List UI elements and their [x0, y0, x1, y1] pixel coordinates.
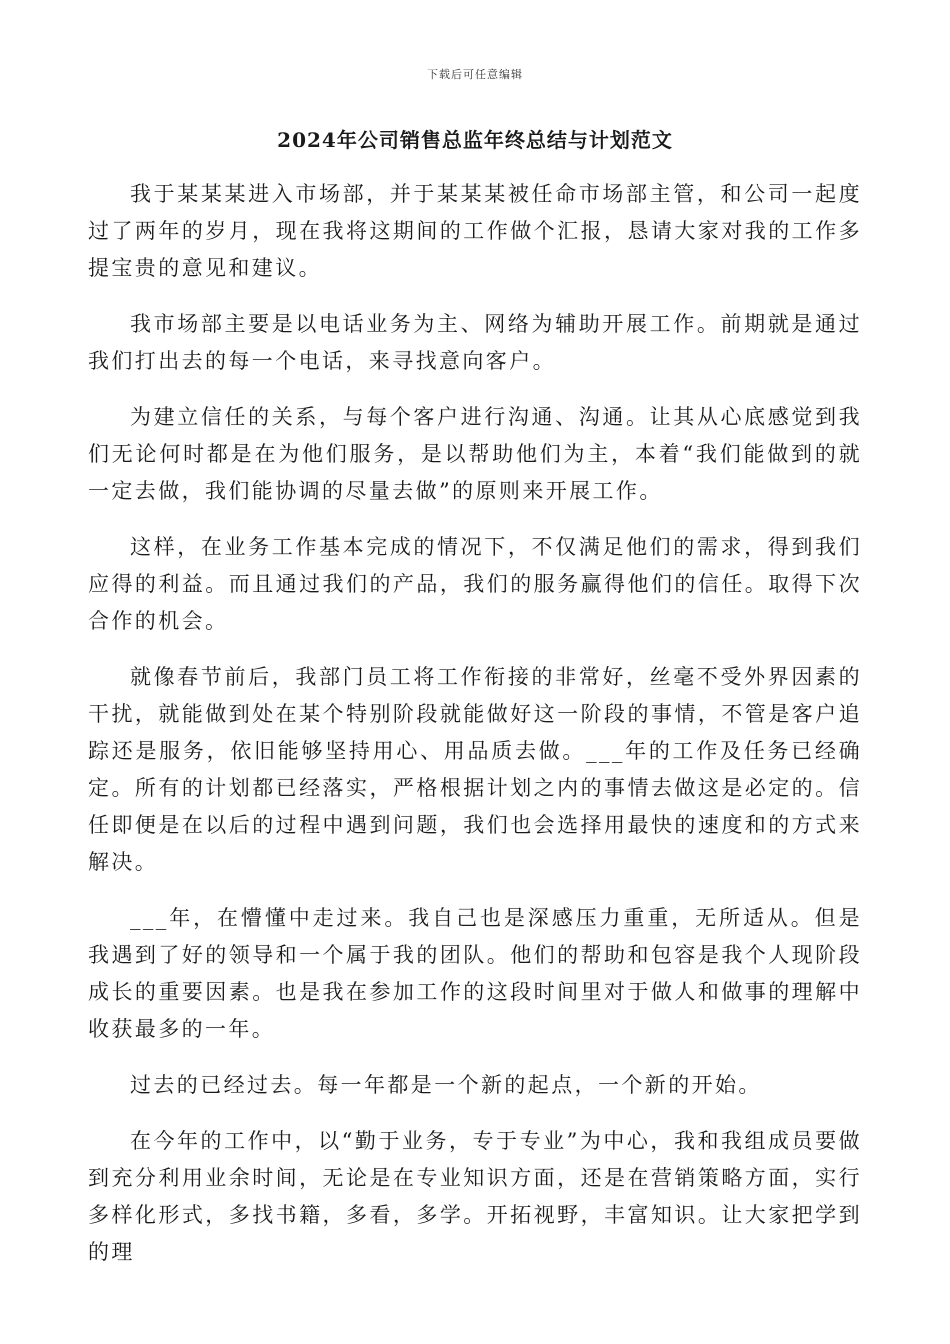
header-note: 下载后可任意编辑: [427, 68, 523, 81]
paragraph: 就像春节前后，我部门员工将工作衔接的非常好，丝毫不受外界因素的干扰，就能做到处在某个特别阶段就能做好这一阶段的事情，不管是客户追踪还是服务，依旧能够坚持用心、用品质去做。___年的工作及任务已经确定。所有的计划都已经落实，严格根据计划之内的事情去做这是必定的。信任即便是在以后的过程中遇到问题，我们也会选择用最快的速度和的方式来解决。: [88, 665, 862, 874]
document-title: 2024年公司销售总监年终总结与计划范文: [277, 128, 673, 152]
paragraph: 为建立信任的关系，与每个客户进行沟通、沟通。让其从心底感觉到我们无论何时都是在为他们服务，是以帮助他们为主，本着“我们能做到的就一定去做，我们能协调的尽量去做”的原则来开展工作。: [88, 405, 862, 503]
paragraph: 我于某某某进入市场部，并于某某某被任命市场部主管，和公司一起度过了两年的岁月，现在我将这期间的工作做个汇报，恳请大家对我的工作多提宝贵的意见和建议。: [88, 182, 862, 280]
paragraph: ___年，在懵懂中走过来。我自己也是深感压力重重，无所适从。但是我遇到了好的领导和一个属于我的团队。他们的帮助和包容是我个人现阶段成长的重要因素。也是我在参加工作的这段时间里对于做人和做事的理解中收获最多的一年。: [88, 906, 862, 1041]
paragraph: 这样，在业务工作基本完成的情况下，不仅满足他们的需求，得到我们应得的利益。而且通过我们的产品，我们的服务赢得他们的信任。取得下次合作的机会。: [88, 535, 862, 633]
document-body: [88, 176, 862, 1290]
paragraph: 我市场部主要是以电话业务为主、网络为辅助开展工作。前期就是通过我们打出去的每一个电话，来寻找意向客户。: [88, 312, 862, 373]
paragraph: 过去的已经过去。每一年都是一个新的起点，一个新的开始。: [130, 1073, 762, 1097]
paragraph: 在今年的工作中，以“勤于业务，专于专业”为中心，我和我组成员要做到充分利用业余时间，无论是在专业知识方面，还是在营销策略方面，实行多样化形式，多找书籍，多看，多学。开拓视野，丰富知识。让大家把学到的理: [88, 1129, 862, 1264]
